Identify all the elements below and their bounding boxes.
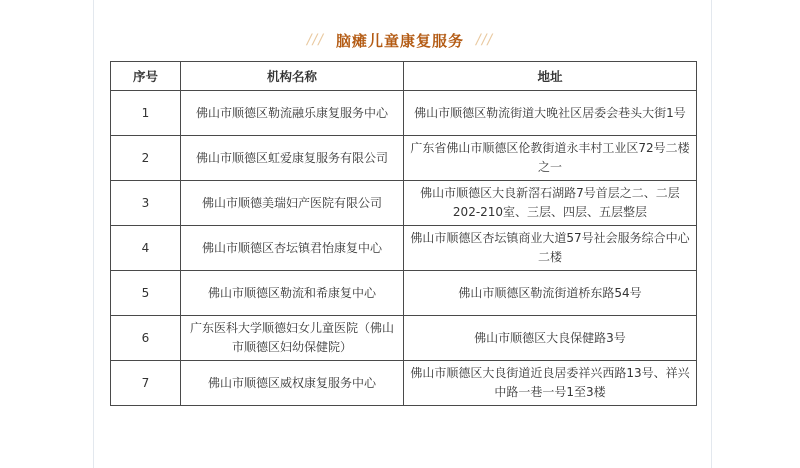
institution-name: 佛山市顺德区勒流和希康复中心 xyxy=(181,271,404,316)
institution-name: 佛山市顺德区勒流融乐康复服务中心 xyxy=(181,91,404,136)
institution-address: 佛山市顺德区勒流街道桥东路54号 xyxy=(404,271,697,316)
institution-name: 佛山市顺德区虹爱康复服务有限公司 xyxy=(181,136,404,181)
row-number: 7 xyxy=(111,361,181,406)
institution-address: 广东省佛山市顺德区伦教街道永丰村工业区72号二楼之一 xyxy=(404,136,697,181)
column-header-name: 机构名称 xyxy=(181,62,404,91)
table-row xyxy=(111,226,697,271)
section-title: 脑瘫儿童康复服务 xyxy=(335,31,464,50)
table-row xyxy=(111,316,697,361)
table-row xyxy=(111,136,697,181)
institution-address: 佛山市顺德区大良新滘石湖路7号首层之二、二层202-210室、三层、四层、五层整层 xyxy=(404,181,697,226)
row-number: 1 xyxy=(111,91,181,136)
title-decoration-left: /// xyxy=(306,32,324,48)
table-row xyxy=(111,271,697,316)
institution-table xyxy=(110,61,697,406)
institution-address: 佛山市顺德区大良保健路3号 xyxy=(404,316,697,361)
table-row xyxy=(111,181,697,226)
column-header-number: 序号 xyxy=(111,62,181,91)
row-number: 2 xyxy=(111,136,181,181)
table-row xyxy=(111,361,697,406)
institution-name: 广东医科大学顺德妇女儿童医院（佛山市顺德区妇幼保健院） xyxy=(181,316,404,361)
row-number: 5 xyxy=(111,271,181,316)
column-header-address: 地址 xyxy=(404,62,697,91)
row-number: 4 xyxy=(111,226,181,271)
institution-name: 佛山市顺德美瑞妇产医院有限公司 xyxy=(181,181,404,226)
row-number: 6 xyxy=(111,316,181,361)
table-row xyxy=(111,91,697,136)
institution-address: 佛山市顺德区大良街道近良居委祥兴西路13号、祥兴中路一巷一号1至3楼 xyxy=(404,361,697,406)
row-number: 3 xyxy=(111,181,181,226)
institution-name: 佛山市顺德区杏坛镇君怡康复中心 xyxy=(181,226,404,271)
table-header-row xyxy=(111,62,697,91)
institution-address: 佛山市顺德区杏坛镇商业大道57号社会服务综合中心二楼 xyxy=(404,226,697,271)
institution-address: 佛山市顺德区勒流街道大晚社区居委会巷头大街1号 xyxy=(404,91,697,136)
title-decoration-right: /// xyxy=(476,32,494,48)
section-header xyxy=(0,26,800,54)
institution-name: 佛山市顺德区威权康复服务中心 xyxy=(181,361,404,406)
